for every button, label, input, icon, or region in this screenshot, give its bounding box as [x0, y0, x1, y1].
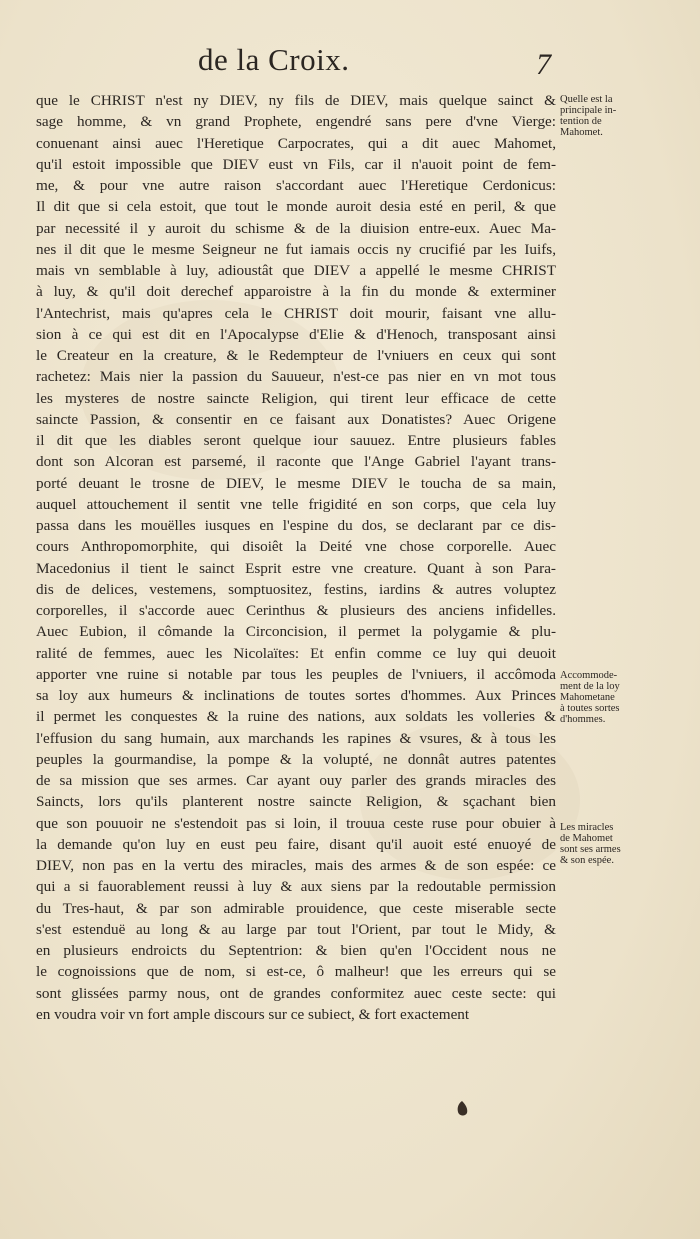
margin-note-miracles: [560, 822, 690, 866]
margin-note-line: Mahometane: [560, 692, 615, 703]
text-line: le cognoissions que de nom, si est-ce, ô malheur! que les erreurs qui se: [36, 963, 556, 981]
text-line: cours Anthropomorphite, qui disoiêt la Deité vne chose corporelle. Auec: [36, 538, 556, 556]
text-line: il dit que les diables seront quelque iour sauuez. Entre plusieurs fables: [36, 432, 556, 449]
margin-note-line: de Mahomet: [560, 833, 613, 844]
text-line: sont glissées parmy nous, ont de grandes conformitez auec ceste secte: qui: [36, 984, 556, 1002]
text-line: Il dit que si cela estoit, que tout le monde auroit desia esté en peril, & que: [36, 198, 556, 216]
text-line: de sa mission que ses armes. Car ayant ouy parler des grands miracles des: [36, 772, 556, 789]
text-line: il permet les conquestes & la ruine des nations, aux soldats les volleries &: [36, 708, 556, 726]
margin-note-line: Accommode-: [560, 670, 618, 681]
margin-note-intention: [560, 94, 690, 138]
text-line: sion à ce qui est dit en l'Apocalypse d'Elie & d'Henoch, transposant ainsi: [36, 325, 556, 343]
text-line: me, & pour vne autre raison s'accordant auec l'Heretique Cerdonicus:: [36, 177, 556, 194]
text-line: qu'il estoit impossible que DIEV eust vn Fils, car il n'auoit point de fem-: [36, 155, 556, 173]
page-header: [0, 42, 700, 82]
text-line: auquel attouchement il sentit vne telle frigidité en son corps, que cela luy: [36, 495, 556, 513]
text-line: sa loy aux humeurs & inclinations de toutes sortes d'hommes. Aux Princes: [36, 687, 556, 704]
text-line: Auec Eubion, il cômande la Circoncision, il permet la polygamie & plu-: [36, 623, 556, 641]
text-line: en voudra voir vn fort ample discours sur ce subiect, & fort exactement: [36, 1005, 470, 1023]
margin-note-line: & son espée.: [560, 855, 614, 866]
text-line: sage homme, & vn grand Prophete, engendré sans pere d'vne Vierge:: [36, 113, 556, 131]
text-line: la demande qu'on luy en eust peu faire, disant qu'il auoit esté enuoyé de: [36, 835, 556, 853]
text-line: le Createur en la creature, & le Redempteur de l'vniuers en ceux qui sont: [36, 347, 556, 364]
margin-note-line: Les miracles: [560, 822, 614, 833]
text-line: Saincts, lors qu'ils planterent nostre saincte Religion, & sçachant bien: [36, 793, 556, 811]
text-line: l'effusion du sang humain, aux marchands les rapines & vsures, & à tous les: [36, 729, 556, 747]
margin-note-line: tention de: [560, 116, 602, 127]
text-line: corporelles, il s'accorde auec Cerinthus & plusieurs des anciens infidelles.: [36, 602, 556, 619]
text-line: Macedonius il tient le sainct Esprit estre vne creature. Quant à son Para-: [36, 559, 556, 577]
text-line: du Tres-haut, & par son admirable prouidence, que ceste miserable secte: [36, 899, 556, 917]
text-line: par necessité il y auroit du schisme & de la diuision entre-eux. Auec Ma-: [36, 219, 556, 237]
text-line: qui a si fauorablement reussi à luy & aux siens par la redoutable permission: [36, 878, 556, 896]
text-line: les mysteres de nostre saincte Religion, qui tirent leur efficace de cette: [36, 389, 556, 407]
margin-note-line: principale in-: [560, 105, 617, 116]
text-line: l'Antechrist, mais qu'apres cela le CHRIST doit mourir, faisant vne allu-: [36, 304, 556, 322]
text-line: passa dans les mouëlles iusques en l'espine du dos, se declarant par ce dis-: [36, 517, 556, 534]
text-line: DIEV, non pas en la vertu des miracles, mais des armes & de son espée: ce: [36, 857, 556, 874]
text-line: que son pouuoir ne s'estendoit pas si loin, il trouua ceste ruse pour obuier à: [36, 814, 556, 832]
text-line: saincte Passion, & consentir en ce faisant aux Donatistes? Auec Origene: [36, 410, 556, 428]
margin-note-accommodement: [560, 670, 690, 725]
text-line: porté deuant le trosne de DIEV, le mesme DIEV le toucha de sa main,: [36, 474, 556, 492]
text-line: s'est estenduë au long & au large par tout l'Orient, par tout le Midy, &: [36, 920, 556, 938]
text-line: ralité de femmes, auec les Nicolaïtes: Et enfin comme ce luy qui deuoit: [36, 644, 556, 662]
running-title: de la Croix.: [198, 42, 350, 77]
text-line: nes il dit que le mesme Seigneur ne fut iamais occis ny crucifié par les Iuifs,: [36, 240, 556, 258]
text-line: conuenant ainsi auec l'Heretique Carpocrates, qui a dit auec Mahomet,: [36, 134, 556, 152]
text-line: que le CHRIST n'est ny DIEV, ny fils de DIEV, mais quelque sainct &: [36, 92, 556, 109]
text-line: à luy, & qu'il doit derechef apparoistre à la fin du monde & exterminer: [36, 283, 556, 301]
text-line: peuples la gourmandise, la pompe & la volupté, ne donnât autres patentes: [36, 750, 556, 768]
text-line: en plusieurs endroicts du Septentrion: & bien qu'en l'Occident nous ne: [36, 942, 556, 959]
text-line: rachetez: Mais nier la passion du Sauueur, n'est-ce pas nier en vn mot tous: [36, 368, 556, 386]
margin-note-line: sont ses armes: [560, 844, 621, 855]
text-line: dont son Alcoran est parsemé, il raconte que l'Ange Gabriel l'ayant trans-: [36, 453, 556, 471]
margin-note-line: ment de la loy: [560, 681, 620, 692]
ink-blot-ornament: [455, 1100, 469, 1118]
page-number: 7: [536, 48, 551, 81]
margin-note-line: à toutes sortes: [560, 703, 620, 714]
margin-note-line: d'hommes.: [560, 714, 606, 725]
text-line: mais vn semblable à luy, adioustât que DIEV a appellé le mesme CHRIST: [36, 262, 556, 279]
margin-note-line: Quelle est la: [560, 94, 613, 105]
margin-note-line: Mahomet.: [560, 127, 603, 138]
text-line: apporter vne ruine si notable par tous les peuples de l'vniuers, il accômoda: [36, 665, 556, 683]
text-line: dis de delices, vestemens, somptuositez, festins, iardins & autres voluptez: [36, 580, 556, 598]
body-text: [36, 90, 556, 1025]
